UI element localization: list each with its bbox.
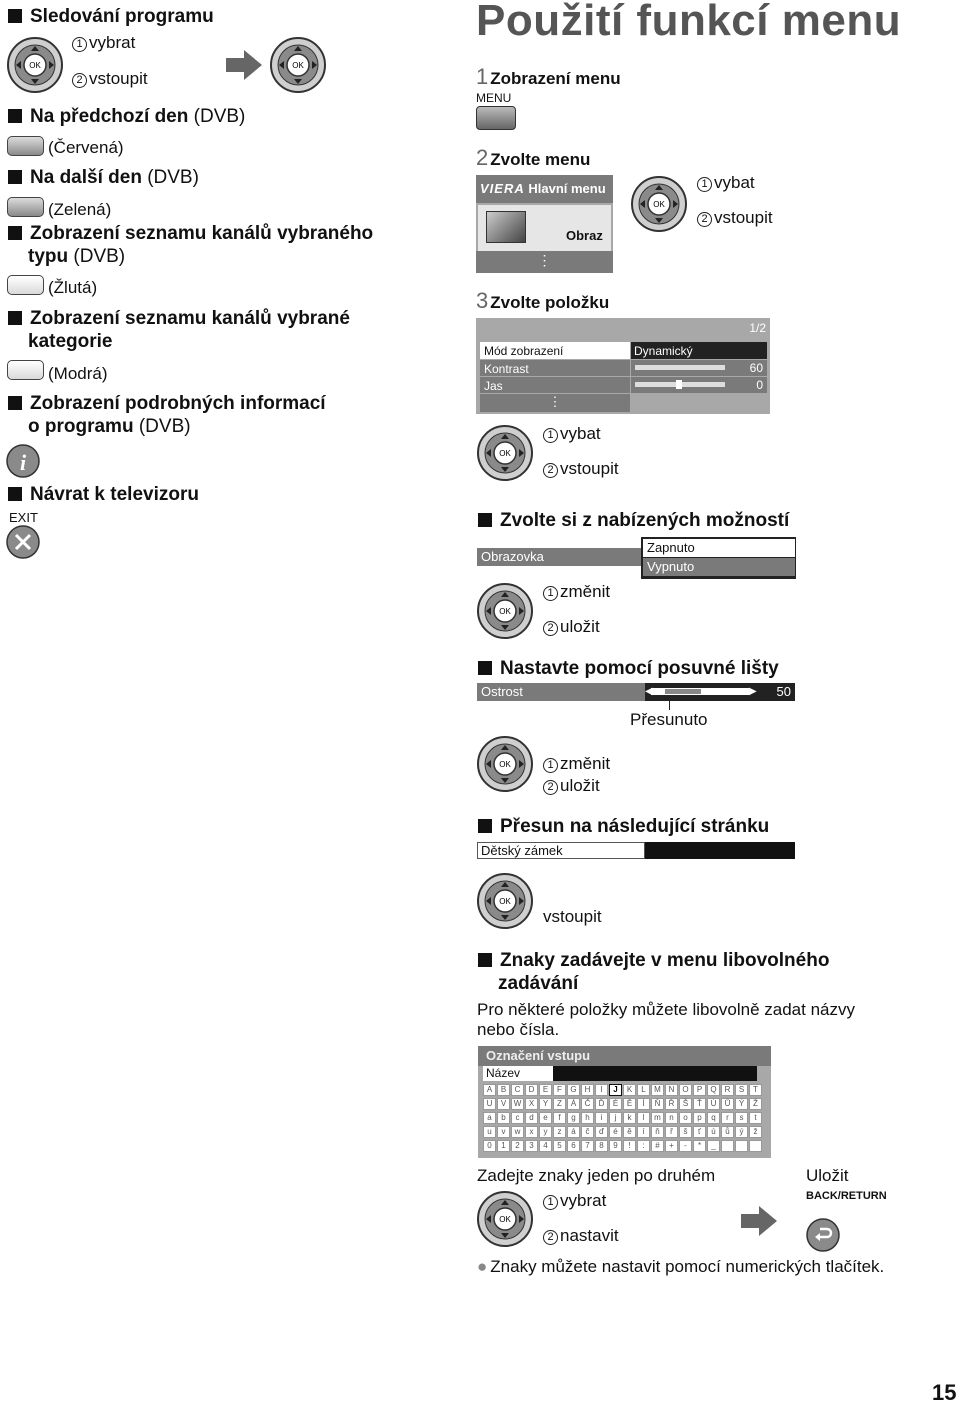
row-brightness-slider bbox=[631, 377, 767, 393]
label-select: 1 vybat bbox=[697, 173, 755, 193]
key-1-4[interactable]: Y bbox=[539, 1098, 552, 1110]
page-number: 15 bbox=[932, 1380, 957, 1405]
key-3-11[interactable]: í bbox=[637, 1126, 650, 1138]
key-3-2[interactable]: w bbox=[511, 1126, 524, 1138]
row-display-mode-value: Dynamický bbox=[631, 342, 767, 359]
char-desc-1: Pro některé položky můžete libovolně zadat názvy bbox=[477, 1000, 855, 1019]
option-on: Zapnuto bbox=[643, 539, 795, 557]
slider-thumb bbox=[676, 380, 682, 389]
yellow-button-label: (Žlutá) bbox=[48, 278, 98, 297]
key-0-15[interactable]: P bbox=[693, 1084, 706, 1096]
ok-pad-icon bbox=[476, 1190, 534, 1248]
slider-right-arrow: ▶ bbox=[749, 686, 757, 697]
key-0-12[interactable]: M bbox=[651, 1084, 664, 1096]
red-button-label: (Červená) bbox=[48, 138, 124, 157]
label-save: 2 uložit bbox=[543, 776, 600, 796]
key-3-5[interactable]: z bbox=[553, 1126, 566, 1138]
key-4-8[interactable]: 8 bbox=[595, 1140, 608, 1152]
svg-text:i: i bbox=[19, 450, 27, 475]
key-2-18[interactable]: s bbox=[735, 1112, 748, 1124]
svg-text:OK: OK bbox=[292, 61, 304, 70]
section-title-info: Zobrazení podrobných informací bbox=[8, 392, 326, 415]
key-1-15[interactable]: Ť bbox=[693, 1098, 706, 1110]
row-sharpness-label: Ostrost bbox=[481, 684, 523, 699]
key-4-4[interactable]: 4 bbox=[539, 1140, 552, 1152]
yellow-button bbox=[7, 275, 44, 295]
exit-icon bbox=[6, 525, 40, 559]
key-0-8[interactable]: I bbox=[595, 1084, 608, 1096]
key-0-2[interactable]: C bbox=[511, 1084, 524, 1096]
enter-chars-text: Zadejte znaky jeden po druhém bbox=[477, 1166, 716, 1185]
key-4-17[interactable] bbox=[721, 1140, 734, 1152]
blue-button bbox=[7, 360, 44, 380]
key-0-6[interactable]: G bbox=[567, 1084, 580, 1096]
key-1-9[interactable]: É bbox=[609, 1098, 622, 1110]
char-desc-2: nebo čísla. bbox=[477, 1020, 560, 1039]
row-contrast-value: 60 bbox=[749, 361, 763, 375]
arrow-right-icon bbox=[741, 1206, 777, 1236]
key-2-3[interactable]: d bbox=[525, 1112, 538, 1124]
key-3-15[interactable]: ť bbox=[693, 1126, 706, 1138]
key-0-19[interactable]: T bbox=[749, 1084, 762, 1096]
key-1-13[interactable]: Ř bbox=[665, 1098, 678, 1110]
key-1-7[interactable]: Č bbox=[581, 1098, 594, 1110]
key-4-12[interactable]: # bbox=[651, 1140, 664, 1152]
key-4-18[interactable] bbox=[735, 1140, 748, 1152]
key-0-13[interactable]: N bbox=[665, 1084, 678, 1096]
key-4-9[interactable]: 9 bbox=[609, 1140, 622, 1152]
key-3-0[interactable]: u bbox=[483, 1126, 496, 1138]
key-4-3[interactable]: 3 bbox=[525, 1140, 538, 1152]
key-1-0[interactable]: U bbox=[483, 1098, 496, 1110]
row-brightness-value: 0 bbox=[756, 378, 763, 392]
key-1-5[interactable]: Z bbox=[553, 1098, 566, 1110]
key-2-13[interactable]: n bbox=[665, 1112, 678, 1124]
section-title-next-day: Na další den (DVB) bbox=[8, 166, 199, 189]
key-2-8[interactable]: i bbox=[595, 1112, 608, 1124]
key-3-3[interactable]: x bbox=[525, 1126, 538, 1138]
key-0-3[interactable]: D bbox=[525, 1084, 538, 1096]
key-3-18[interactable]: ý bbox=[735, 1126, 748, 1138]
key-1-8[interactable]: Ď bbox=[595, 1098, 608, 1110]
section-title-slider: Nastavte pomocí posuvné lišty bbox=[478, 658, 779, 680]
sharpness-slider bbox=[645, 683, 795, 701]
moved-label: Přesunuto bbox=[630, 710, 708, 729]
key-0-4[interactable]: E bbox=[539, 1084, 552, 1096]
svg-text:OK: OK bbox=[499, 1215, 511, 1224]
row-brightness: Jas bbox=[480, 377, 630, 393]
key-4-16[interactable]: _ bbox=[707, 1140, 720, 1152]
save-label: Uložit bbox=[806, 1166, 849, 1185]
key-0-11[interactable]: L bbox=[637, 1084, 650, 1096]
main-menu-label: Hlavní menu bbox=[528, 181, 606, 196]
main-menu-box bbox=[476, 175, 613, 273]
bullet-note: ● Znaky můžete nastavit pomocí numerických tlačítek. bbox=[477, 1257, 885, 1276]
key-2-4[interactable]: e bbox=[539, 1112, 552, 1124]
label-change: 1 změnit bbox=[543, 754, 610, 774]
key-0-1[interactable]: B bbox=[497, 1084, 510, 1096]
section-title-return-tv: Návrat k televizoru bbox=[8, 483, 199, 506]
picture-icon bbox=[486, 211, 526, 243]
label-select: 1 vybat bbox=[543, 424, 601, 444]
picture-menu-box bbox=[476, 318, 770, 414]
key-4-1[interactable]: 1 bbox=[497, 1140, 510, 1152]
svg-text:OK: OK bbox=[499, 607, 511, 616]
ok-pad-icon bbox=[6, 36, 64, 94]
options-list bbox=[641, 537, 796, 579]
menu-item-picture-label: Obraz bbox=[566, 228, 603, 243]
row-sharpness bbox=[477, 683, 795, 701]
moved-pointer bbox=[669, 700, 670, 710]
red-button bbox=[7, 136, 44, 156]
key-3-6[interactable]: á bbox=[567, 1126, 580, 1138]
key-1-14[interactable]: Š bbox=[679, 1098, 692, 1110]
svg-text:OK: OK bbox=[499, 449, 511, 458]
row-child-lock: Dětský zámek bbox=[477, 842, 645, 859]
key-3-4[interactable]: y bbox=[539, 1126, 552, 1138]
ok-pad-icon bbox=[476, 872, 534, 930]
key-2-1[interactable]: b bbox=[497, 1112, 510, 1124]
label-enter: 2 vstoupit bbox=[697, 208, 773, 228]
key-0-17[interactable]: R bbox=[721, 1084, 734, 1096]
label-select: 1 vybrat bbox=[72, 33, 135, 53]
ok-pad-icon bbox=[476, 735, 534, 793]
step1-heading: 1 Zobrazení menu bbox=[476, 64, 621, 89]
key-3-13[interactable]: ř bbox=[665, 1126, 678, 1138]
key-3-10[interactable]: ě bbox=[623, 1126, 636, 1138]
ok-pad-icon bbox=[630, 175, 688, 233]
svg-text:OK: OK bbox=[499, 760, 511, 769]
key-1-2[interactable]: W bbox=[511, 1098, 524, 1110]
label-save: 2 uložit bbox=[543, 617, 600, 637]
slider-track bbox=[635, 365, 725, 370]
row-child-lock-value bbox=[645, 842, 795, 859]
ok-pad-icon bbox=[476, 424, 534, 482]
label-enter: 2 vstoupit bbox=[543, 459, 619, 479]
input-name-field[interactable] bbox=[553, 1066, 757, 1081]
key-4-15[interactable]: * bbox=[693, 1140, 706, 1152]
svg-text:OK: OK bbox=[499, 897, 511, 906]
key-4-14[interactable]: - bbox=[679, 1140, 692, 1152]
key-3-14[interactable]: š bbox=[679, 1126, 692, 1138]
key-2-12[interactable]: m bbox=[651, 1112, 664, 1124]
menu-button-icon bbox=[476, 106, 516, 130]
key-2-16[interactable]: q bbox=[707, 1112, 720, 1124]
row-screen: Obrazovka bbox=[477, 548, 641, 566]
more-dots: ⋮ bbox=[476, 251, 613, 273]
ok-pad-icon bbox=[269, 36, 327, 94]
green-button bbox=[7, 197, 44, 217]
arrow-right-icon bbox=[226, 50, 262, 80]
key-4-19[interactable] bbox=[749, 1140, 762, 1152]
viera-logo: VIERA bbox=[480, 181, 525, 196]
key-0-7[interactable]: H bbox=[581, 1084, 594, 1096]
main-menu-bar bbox=[476, 175, 613, 203]
key-2-19[interactable]: t bbox=[749, 1112, 762, 1124]
key-1-11[interactable]: Í bbox=[637, 1098, 650, 1110]
row-contrast: Kontrast bbox=[480, 360, 630, 376]
section-title-char-input-2: zadávání bbox=[498, 973, 579, 994]
key-3-9[interactable]: é bbox=[609, 1126, 622, 1138]
key-3-12[interactable]: ň bbox=[651, 1126, 664, 1138]
menu-key-label: MENU bbox=[476, 91, 512, 105]
key-1-16[interactable]: Ú bbox=[707, 1098, 720, 1110]
key-0-9[interactable]: J bbox=[609, 1084, 622, 1096]
key-2-5[interactable]: f bbox=[553, 1112, 566, 1124]
key-4-7[interactable]: 7 bbox=[581, 1140, 594, 1152]
step3-heading: 3 Zvolte položku bbox=[476, 288, 610, 313]
label-select: 1 vybrat bbox=[543, 1191, 606, 1211]
section-title-watch: Sledování programu bbox=[8, 5, 214, 28]
section-title-channel-type: Zobrazení seznamu kanálů vybraného bbox=[8, 222, 373, 245]
label-set: 2 nastavit bbox=[543, 1226, 619, 1246]
key-0-5[interactable]: F bbox=[553, 1084, 566, 1096]
key-0-18[interactable]: S bbox=[735, 1084, 748, 1096]
key-1-1[interactable]: V bbox=[497, 1098, 510, 1110]
step2-heading: 2 Zvolte menu bbox=[476, 145, 591, 170]
key-2-11[interactable]: l bbox=[637, 1112, 650, 1124]
key-0-10[interactable]: K bbox=[623, 1084, 636, 1096]
back-return-icon bbox=[806, 1218, 840, 1252]
green-button-label: (Zelená) bbox=[48, 200, 112, 219]
row-display-mode: Mód zobrazení bbox=[480, 342, 630, 359]
option-off: Vypnuto bbox=[643, 558, 795, 576]
more-dots: ⋮ bbox=[480, 394, 630, 412]
key-4-5[interactable]: 5 bbox=[553, 1140, 566, 1152]
key-0-0[interactable]: A bbox=[483, 1084, 496, 1096]
key-1-12[interactable]: Ň bbox=[651, 1098, 664, 1110]
section-title-options: Zvolte si z nabízených možností bbox=[478, 510, 789, 532]
section-title-channel-type-2: typu (DVB) bbox=[28, 246, 126, 267]
section-title-char-input: Znaky zadávejte v menu libovolného bbox=[478, 950, 829, 972]
key-3-19[interactable]: ž bbox=[749, 1126, 762, 1138]
key-2-9[interactable]: j bbox=[609, 1112, 622, 1124]
key-1-19[interactable]: Ž bbox=[749, 1098, 762, 1110]
key-4-13[interactable]: + bbox=[665, 1140, 678, 1152]
key-4-11[interactable]: : bbox=[637, 1140, 650, 1152]
slider-left-arrow: ◀ bbox=[645, 686, 653, 697]
key-1-3[interactable]: X bbox=[525, 1098, 538, 1110]
section-title-next-page: Přesun na následující stránku bbox=[478, 816, 769, 838]
key-4-2[interactable]: 2 bbox=[511, 1140, 524, 1152]
section-title-info-2: o programu (DVB) bbox=[28, 416, 191, 437]
page-indicator: 1/2 bbox=[749, 321, 766, 335]
key-0-14[interactable]: O bbox=[679, 1084, 692, 1096]
key-3-8[interactable]: ď bbox=[595, 1126, 608, 1138]
section-title-category: Zobrazení seznamu kanálů vybrané bbox=[8, 307, 350, 330]
info-icon bbox=[6, 444, 40, 478]
key-0-16[interactable]: Q bbox=[707, 1084, 720, 1096]
svg-text:OK: OK bbox=[29, 61, 41, 70]
slider-fill bbox=[665, 689, 701, 694]
back-return-label: BACK/RETURN bbox=[806, 1190, 887, 1202]
key-1-18[interactable]: Ý bbox=[735, 1098, 748, 1110]
input-label-box bbox=[478, 1046, 771, 1158]
key-2-2[interactable]: c bbox=[511, 1112, 524, 1124]
key-1-17[interactable]: Ů bbox=[721, 1098, 734, 1110]
key-2-7[interactable]: h bbox=[581, 1112, 594, 1124]
key-2-17[interactable]: r bbox=[721, 1112, 734, 1124]
key-2-14[interactable]: o bbox=[679, 1112, 692, 1124]
key-3-7[interactable]: č bbox=[581, 1126, 594, 1138]
key-3-1[interactable]: v bbox=[497, 1126, 510, 1138]
key-1-6[interactable]: Á bbox=[567, 1098, 580, 1110]
key-4-6[interactable]: 6 bbox=[567, 1140, 580, 1152]
menu-item-picture bbox=[478, 205, 611, 251]
label-enter: 2 vstoupit bbox=[72, 69, 148, 89]
label-enter: vstoupit bbox=[543, 907, 602, 926]
input-label-title: Označení vstupu bbox=[478, 1046, 771, 1066]
section-title-prev-day: Na předchozí den (DVB) bbox=[8, 105, 245, 128]
key-2-0[interactable]: a bbox=[483, 1112, 496, 1124]
input-name-label: Název bbox=[483, 1066, 553, 1081]
key-4-10[interactable]: ! bbox=[623, 1140, 636, 1152]
keyboard-grid bbox=[483, 1084, 766, 1154]
ok-pad-icon bbox=[476, 582, 534, 640]
page-title: Použití funkcí menu bbox=[476, 0, 902, 45]
blue-button-label: (Modrá) bbox=[48, 364, 108, 383]
svg-text:OK: OK bbox=[653, 200, 665, 209]
key-3-16[interactable]: ú bbox=[707, 1126, 720, 1138]
row-sharpness-value: 50 bbox=[776, 684, 791, 699]
section-title-category-2: kategorie bbox=[28, 331, 113, 352]
key-3-17[interactable]: ů bbox=[721, 1126, 734, 1138]
key-2-6[interactable]: g bbox=[567, 1112, 580, 1124]
key-2-15[interactable]: p bbox=[693, 1112, 706, 1124]
key-4-0[interactable]: 0 bbox=[483, 1140, 496, 1152]
label-change: 1 změnit bbox=[543, 582, 610, 602]
key-2-10[interactable]: k bbox=[623, 1112, 636, 1124]
row-contrast-slider bbox=[631, 360, 767, 376]
key-1-10[interactable]: Ě bbox=[623, 1098, 636, 1110]
exit-label: EXIT bbox=[9, 510, 38, 525]
